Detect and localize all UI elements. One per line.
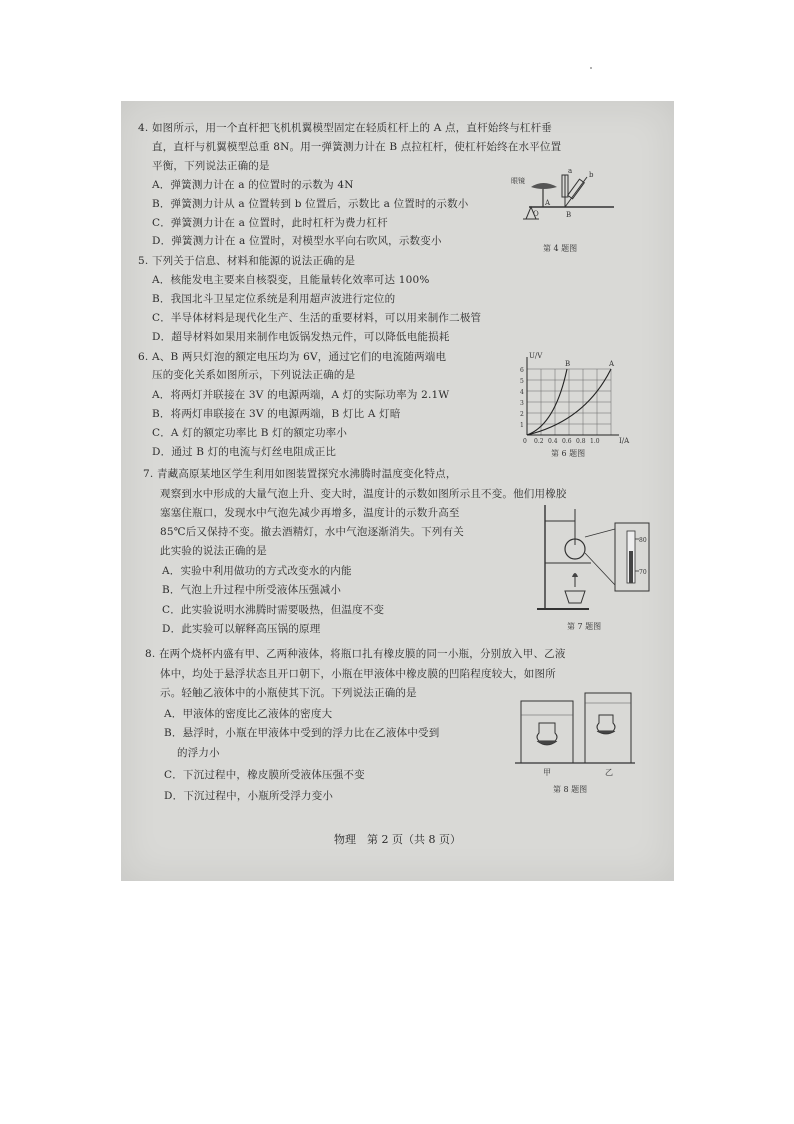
q6-option-d: D．通过 B 灯的电流与灯丝电阻成正比 (152, 446, 337, 458)
q6-xtick: 0.8 (576, 438, 586, 445)
q6-xlabel: I/A (619, 437, 630, 445)
q7-option-b: B．气泡上升过程中所受液体压强减小 (162, 584, 342, 596)
q4-option-b: B．弹簧测力计从 a 位置转到 b 位置后，示数比 a 位置时的示数小 (152, 198, 469, 210)
q8-option-b-cont: 的浮力小 (177, 747, 220, 759)
q6-option-a: A．将两灯并联接在 3V 的电源两端，A 灯的实际功率为 2.1W (152, 389, 450, 401)
q4-lever-figure (509, 165, 619, 233)
q4-line-2: 直，直杆与机翼模型总重 8N。用一弹簧测力计在 B 点拉杠杆，使杠杆始终在水平位置 (152, 141, 562, 153)
q4-label-pa: a (568, 167, 573, 175)
q5-option-b: B．我国北斗卫星定位系统是利用超声波进行定位的 (152, 293, 396, 305)
q4-option-a: A．弹簧测力计在 a 的位置时的示数为 4N (152, 179, 354, 191)
q4-line-1: 4. 如图所示，用一个直杆把飞机机翼模型固定在轻质杠杆上的 A 点，直杆始终与杠杆垂 (138, 122, 553, 134)
q8-option-d: D．下沉过程中，小瓶所受浮力变小 (164, 790, 334, 802)
q7-caption: 第 7 题图 (567, 622, 602, 631)
q6-xtick: 0 (523, 438, 527, 445)
q7-option-d: D．此实验可以解释高压锅的原理 (162, 623, 321, 635)
exam-page (121, 101, 674, 881)
q6-option-c: C．A 灯的额定功率比 B 灯的额定功率小 (152, 427, 348, 439)
q8-option-a: A．甲液体的密度比乙液体的密度大 (164, 708, 333, 720)
q6-xtick: 0.4 (548, 438, 558, 445)
q8-option-b: B．悬浮时，小瓶在甲液体中受到的浮力比在乙液体中受到 (164, 727, 440, 739)
q8-beakers-figure (513, 689, 638, 779)
q6-ylabel: U/V (529, 352, 543, 360)
q6-line-2: 压的变化关系如图所示，下列说法正确的是 (152, 369, 356, 381)
q6-xtick: 0.2 (534, 438, 544, 445)
q4-label-o: O (533, 210, 539, 218)
q8-line-2: 体中，均处于悬浮状态且开口朝下，小瓶在甲液体中橡皮膜的凹陷程度较大，如图所 (160, 668, 556, 680)
q7-tick-70: 70 (639, 569, 647, 576)
q6-ytick: 3 (520, 400, 524, 407)
q4-option-d: D．弹簧测力计在 a 位置时，对模型水平向右吹风，示数变小 (152, 235, 442, 247)
q8-option-c: C．下沉过程中，橡皮膜所受液体压强不变 (164, 769, 365, 781)
q6-xtick: 1.0 (590, 438, 600, 445)
q6-option-b: B．将两灯串联接在 3V 的电源两端，B 灯比 A 灯暗 (152, 408, 401, 420)
q6-graph-figure (515, 349, 645, 445)
q7-line-5: 此实验的说法正确的是 (160, 545, 267, 557)
q6-line-1: 6. A、B 两只灯泡的额定电压均为 6V，通过它们的电流随两端电 (138, 351, 447, 363)
q8-label-yi: 乙 (605, 768, 613, 777)
q7-boiling-apparatus (535, 501, 655, 613)
q8-line-1: 8. 在两个烧杯内盛有甲、乙两种液体，将瓶口扎有橡皮膜的同一小瓶，分别放入甲、乙液 (145, 648, 566, 660)
q6-series-label: B (565, 360, 571, 368)
q7-option-a: A．实验中利用做功的方式改变水的内能 (162, 565, 352, 577)
q4-label-b: B (566, 211, 572, 219)
q4-option-c: C．弹簧测力计在 a 位置时，此时杠杆为费力杠杆 (152, 217, 388, 229)
q6-ytick: 1 (520, 422, 524, 429)
q6-caption: 第 6 题图 (551, 449, 586, 458)
q4-label-pb: b (589, 171, 594, 179)
q7-line-4: 85℃后又保持不变。撤去酒精灯，水中气泡逐渐消失。下列有关 (160, 526, 464, 538)
q6-ytick: 4 (520, 389, 524, 396)
q6-ytick: 2 (520, 411, 524, 418)
q7-option-c: C．此实验说明水沸腾时需要吸热，但温度不变 (162, 604, 385, 616)
q7-line-3: 塞塞住瓶口，发现水中气泡先减少再增多，温度计的示数升高至 (160, 507, 460, 519)
q7-line-2: 观察到水中形成的大量气泡上升、变大时，温度计的示数如图所示且不变。他们用橡胶 (160, 488, 567, 500)
q5-option-a: A．核能发电主要来自核裂变，且能量转化效率可达 100% (152, 274, 430, 286)
q6-xtick: 0.6 (562, 438, 572, 445)
q5-line-1: 5. 下列关于信息、材料和能源的说法正确的是 (138, 255, 356, 267)
q4-model-label: 眼镜 (511, 177, 525, 185)
speck (590, 67, 592, 69)
q6-series-label: A (609, 360, 615, 368)
q8-label-jia: 甲 (543, 768, 551, 777)
q5-option-c: C．半导体材料是现代化生产、生活的重要材料，可以用来制作二极管 (152, 312, 482, 324)
q6-ytick: 6 (520, 367, 524, 374)
q6-ytick: 5 (520, 378, 524, 385)
q4-line-3: 平衡，下列说法正确的是 (152, 160, 270, 172)
q4-label-a: A (545, 199, 551, 207)
q7-tick-80: 80 (639, 537, 647, 544)
q8-caption: 第 8 题图 (553, 785, 588, 794)
q7-line-1: 7. 青藏高原某地区学生利用如图装置探究水沸腾时温度变化特点， (143, 468, 457, 480)
q8-line-3: 示。轻触乙液体中的小瓶使其下沉。下列说法正确的是 (160, 687, 417, 699)
q4-caption: 第 4 题图 (543, 244, 578, 253)
q5-option-d: D．超导材料如果用来制作电饭锅发热元件，可以降低电能损耗 (152, 331, 450, 343)
page-footer: 物理 第 2 页（共 8 页） (334, 833, 461, 846)
